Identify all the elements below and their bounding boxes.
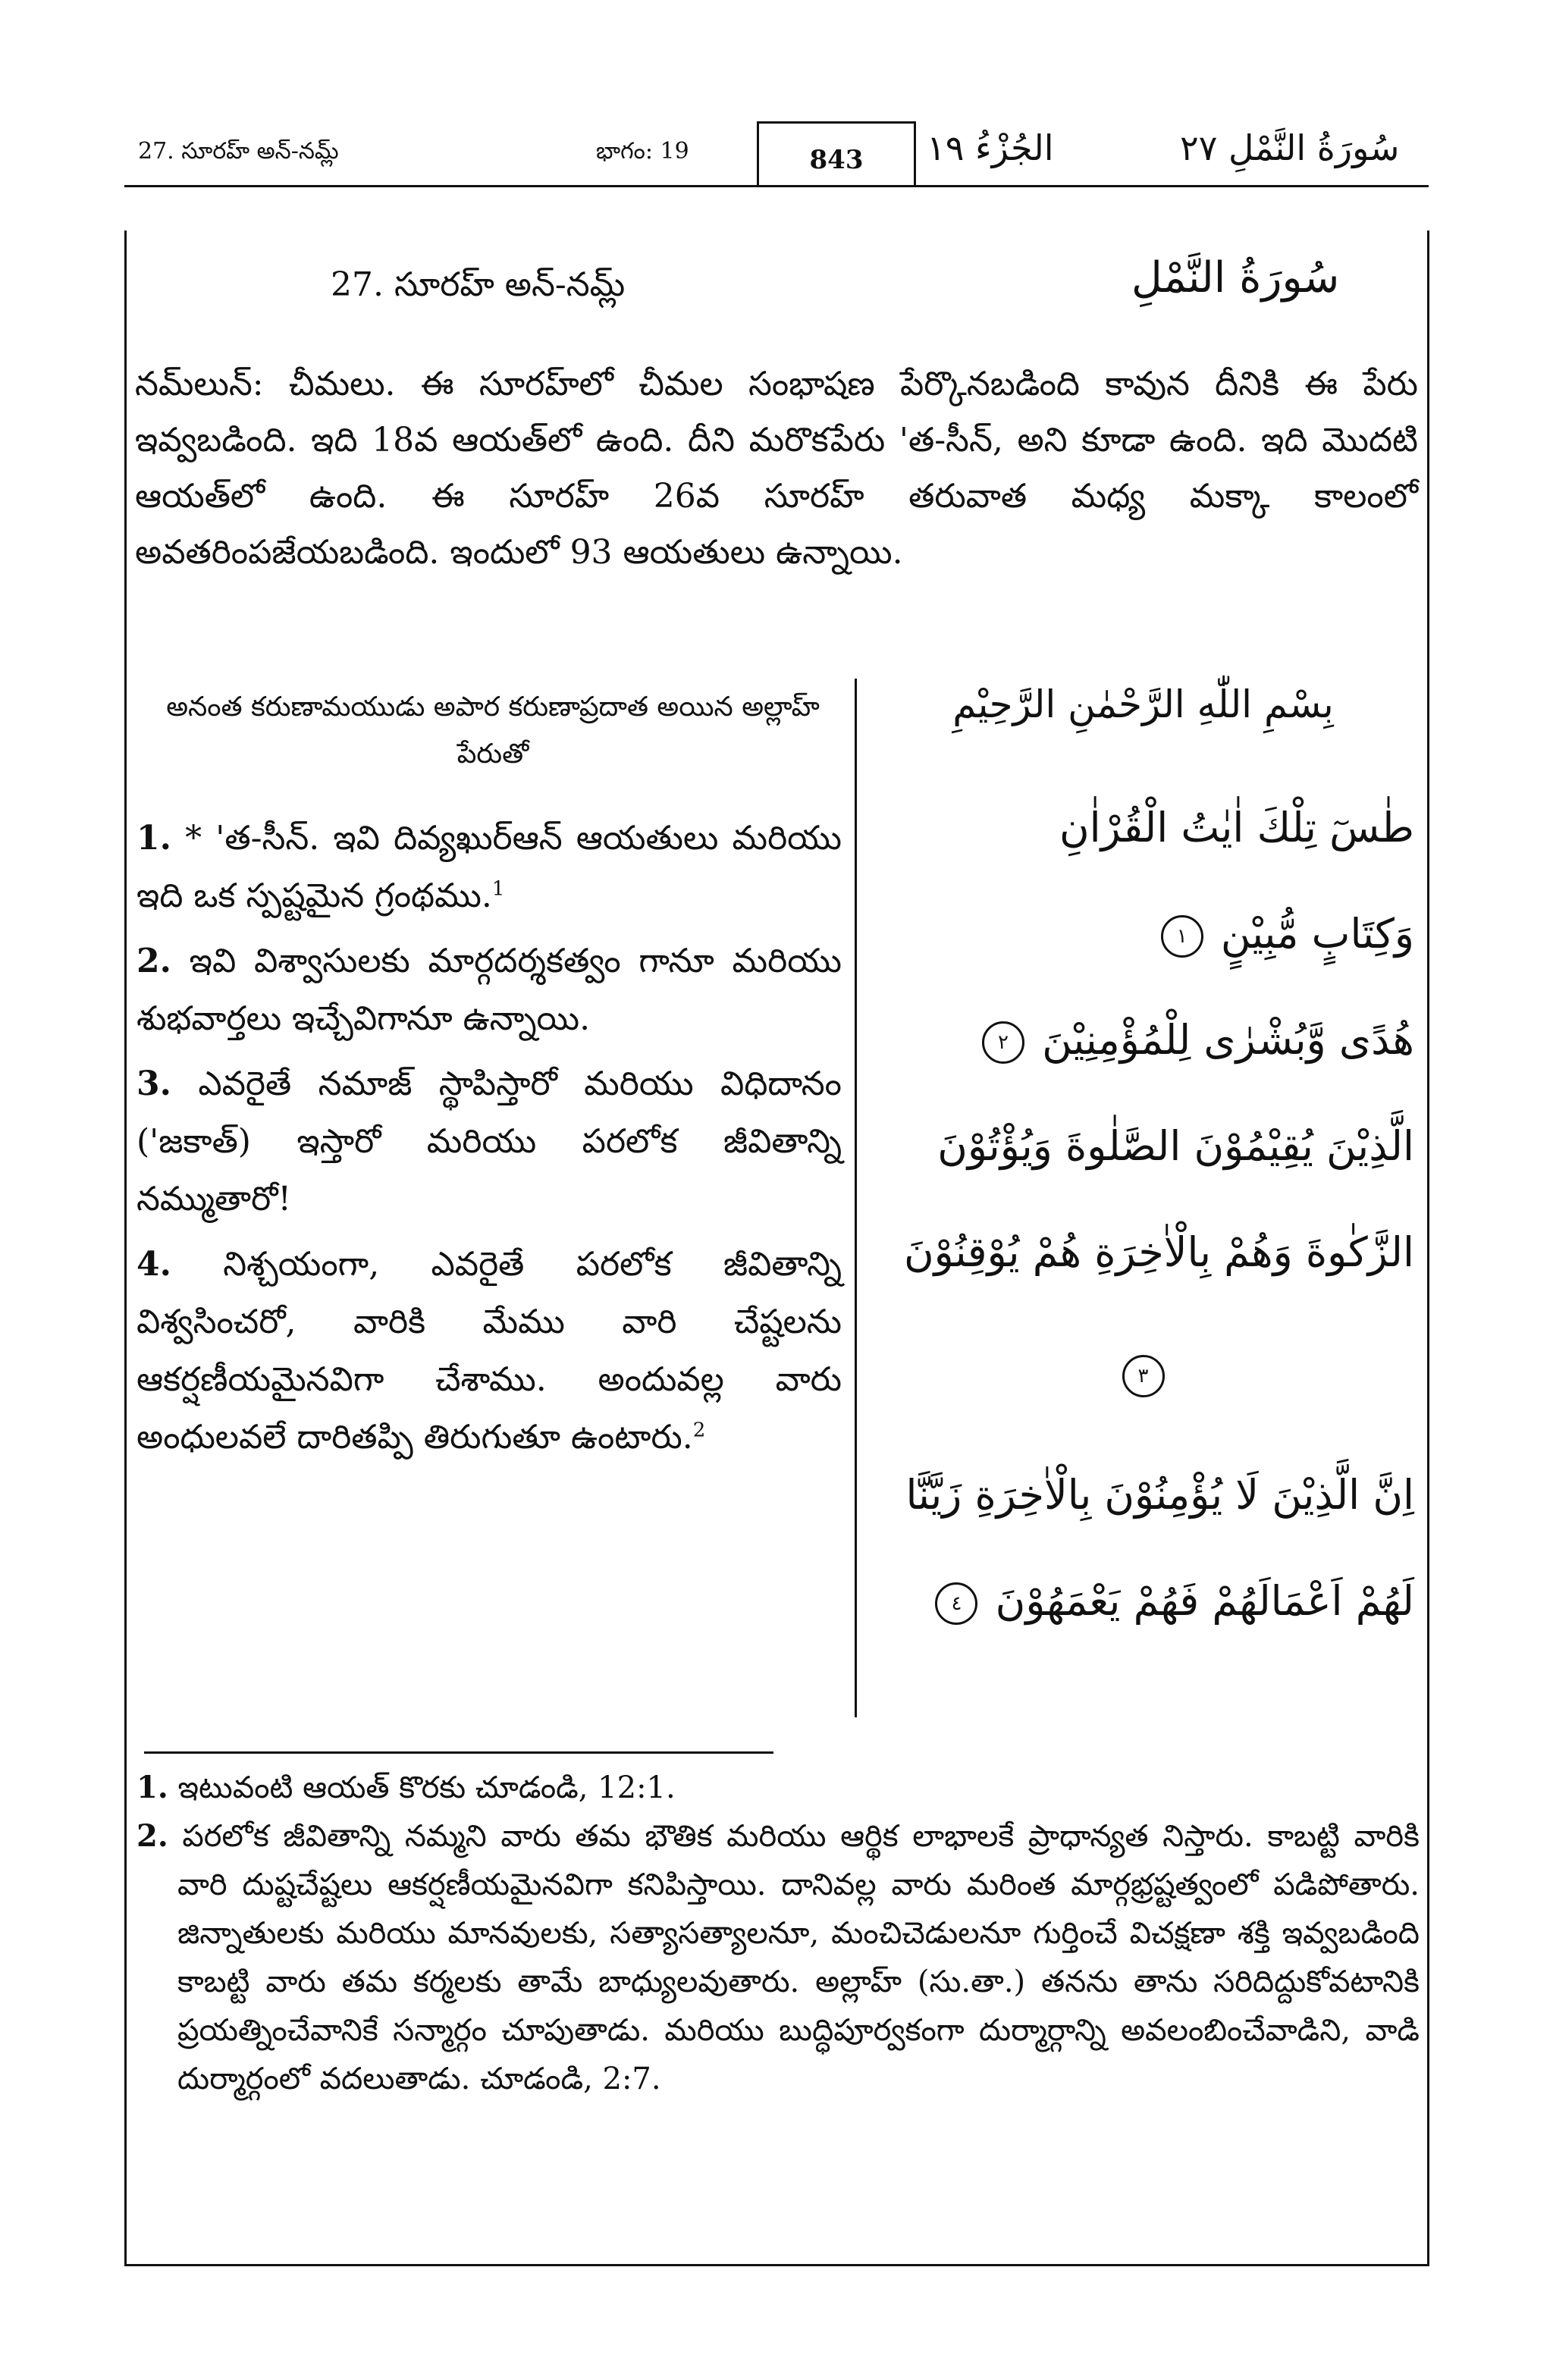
arabic-line: هُدًى وَّبُشْرٰى لِلْمُؤْمِنِيْنَ ٢	[872, 1016, 1414, 1064]
arabic-line: لَهُمْ اَعْمَالَهُمْ فَهُمْ يَعْمَهُوْنَ ٤	[872, 1577, 1414, 1625]
footnote-number: 2.	[136, 1818, 168, 1854]
verse-3	[136, 1055, 842, 1228]
footnote-number: 1.	[136, 1770, 168, 1805]
surah-title-telugu: 27. సూరహ్ అన్-నమ్ల్	[331, 265, 626, 304]
arabic-line: طٰسٓ تِلْكَ اٰيٰتُ الْقُرْاٰنِ	[1059, 804, 1414, 851]
arabic-line: الزَّكٰوةَ وَهُمْ بِالْاٰخِرَةِ هُمْ يُوْقِنُوْنَ	[903, 1228, 1414, 1276]
verse-number: 3.	[136, 1065, 171, 1103]
header-rule	[124, 185, 1429, 187]
verse-marker: *	[185, 819, 202, 858]
verses-translation	[136, 810, 842, 1474]
verse-4	[136, 1236, 842, 1466]
verse-end-marker: ٤	[935, 1582, 977, 1625]
frame-right-border	[1427, 230, 1429, 2266]
verse-text: నిశ్చయంగా, ఎవరైతే పరలోక జీవితాన్ని విశ్వసించరో, వారికి మేము వారి చేష్టలను ఆకర్షణీయమైనవిగా చేశాము. అందువల్ల వారు అంధులవలే దారితప్పి తిరుగుతూ ఉంటారు.	[136, 1245, 842, 1457]
column-divider	[855, 679, 857, 1717]
verse-text: ఇవి విశ్వాసులకు మార్గదర్శకత్వం గానూ మరియు శుభవార్తలు ఇచ్చేవిగానూ ఉన్నాయి.	[136, 942, 842, 1038]
frame-left-border	[124, 230, 127, 2266]
basmala-arabic: بِسْمِ اللّٰهِ الرَّحْمٰنِ الرَّحِيْمِ	[952, 682, 1334, 726]
header-part-label: భాగం: 19	[596, 138, 689, 165]
arabic-line	[872, 1350, 1414, 1397]
verse-number: 2.	[136, 942, 171, 980]
header-part-arabic: الجُزْءُ ١٩	[927, 127, 1054, 168]
verse-end-marker: ١	[1161, 915, 1203, 958]
footnote-text: పరలోక జీవితాన్ని నమ్మని వారు తమ భౌతిక మరియు ఆర్థిక లాభాలకే ప్రాధాన్యత నిస్తారు. కాబట్టి వారికి వారి దుష్టచేష్టలు ఆకర్షణీయమైనవిగా కనిపిస్తాయి. దానివల్ల వారు మరింత మార్గభ్రష్టత్వంలో పడిపోతారు. జిన్నాతులకు మరియు మానవులకు, సత్యాసత్యాలనూ, మంచిచెడులనూ గుర్తించే విచక్షణా శక్తి ఇవ్వబడింది కాబట్టి వారు తమ కర్మలకు తామే బాధ్యులవుతారు. అల్లాహ్ (సు.తా.) తనను తాను సరిదిద్దుకోవటానికి ప్రయత్నించేవానికే సన్మార్గం చూపుతాడు. మరియు బుద్ధిపూర్వకంగా దుర్మార్గాన్ని అవలంబించేవాడిని, వాడి దుర్మార్గంలో వదలుతాడు. చూడండి, 2:7.	[168, 1819, 1420, 2096]
surah-title-arabic: سُورَةُ النَّمْلِ	[1131, 253, 1340, 303]
frame-bottom-border	[124, 2264, 1429, 2266]
verse-2	[136, 933, 842, 1048]
basmala-telugu: అనంత కరుణామయుడు అపార కరుణాప్రదాత అయిన అల్లాహ్ పేరుతో	[166, 691, 820, 770]
verse-end-marker: ٢	[982, 1021, 1024, 1064]
verse-number: 4.	[136, 1245, 171, 1284]
footnote-text: ఇటువంటి ఆయత్ కొరకు చూడండి, 12:1.	[168, 1770, 676, 1805]
surah-introduction: నమ్‌లున్: చీమలు. ఈ సూరహ్‌లో చీమల సంభాషణ పేర్కొనబడింది కావున దీనికి ఈ పేరు ఇవ్వబడింది. ఇది 18వ ఆయత్‌లో ఉంది. దీని మరొకపేరు 'త-సీన్, అని కూడా ఉంది. ఇది మొదటి ఆయత్‌లో ఉంది. ఈ సూరహ్ 26వ సూరహ్ తరువాత మధ్య మక్కా కాలంలో అవతరింపజేయబడింది. ఇందులో 93 ఆయతులు ఉన్నాయి.	[135, 365, 1418, 572]
page-number: 843	[757, 121, 916, 187]
arabic-line: وَكِتَابٍ مُّبِيْنٍ ١	[872, 910, 1414, 958]
footnote-rule	[144, 1751, 773, 1754]
arabic-line: اِنَّ الَّذِيْنَ لَا يُؤْمِنُوْنَ بِالْاٰخِرَةِ زَيَّنَّا	[905, 1471, 1414, 1519]
footnotes	[136, 1764, 1420, 2103]
footnote-ref: 2	[692, 1419, 706, 1442]
verse-1	[136, 810, 842, 925]
footnote-ref: 1	[491, 877, 505, 901]
verse-end-marker: ٣	[1122, 1355, 1165, 1397]
verse-text: ఎవరైతే నమాజ్ స్థాపిస్తారో మరియు విధిదానం ('జకాత్) ఇస్తారో మరియు పరలోక జీవితాన్ని నమ్ముతారో!	[136, 1065, 842, 1218]
verse-text: 'త-సీన్. ఇవి దివ్యఖుర్‌ఆన్ ఆయతులు మరియు ఇది ఒక స్పష్టమైన గ్రంథము.	[136, 819, 842, 915]
header-surah-title: 27. సూరహ్ అన్-నమ్ల్	[138, 138, 339, 165]
footnote-1	[136, 1764, 1420, 1812]
verse-number: 1.	[136, 819, 171, 858]
footnote-2	[136, 1812, 1420, 2103]
header-surah-arabic: سُورَةُ النَّمْلِ ٢٧	[1180, 127, 1400, 168]
arabic-line: الَّذِيْنَ يُقِيْمُوْنَ الصَّلٰوةَ وَيُؤْتُوْنَ	[937, 1122, 1414, 1170]
arabic-column	[872, 682, 1414, 1714]
